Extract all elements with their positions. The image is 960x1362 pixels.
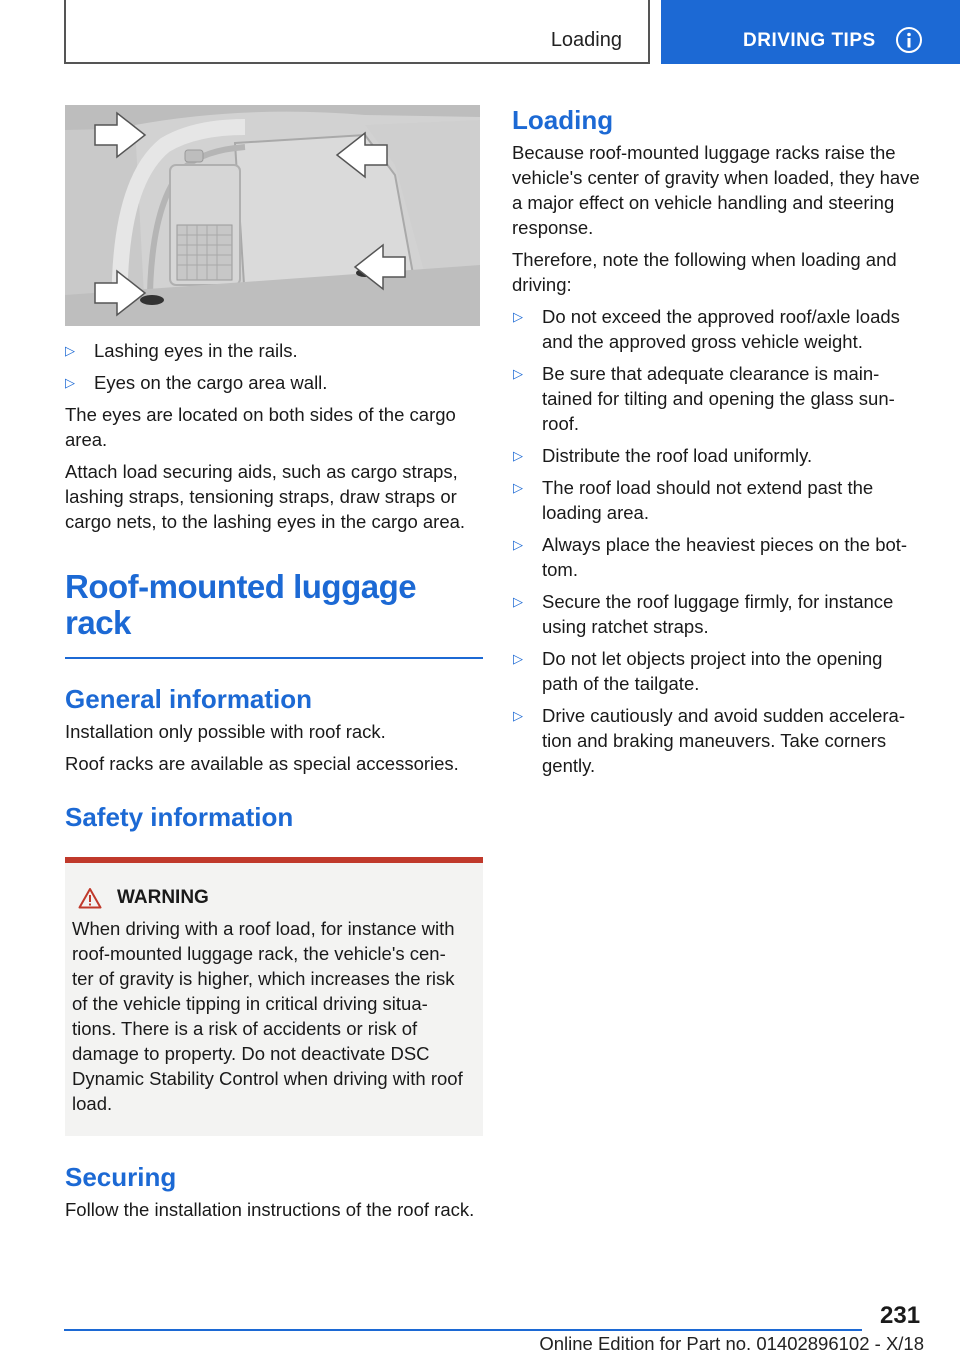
list-item [65,338,483,363]
bullet-icon: ▷ [513,594,523,609]
warning-triangle-icon [78,887,102,909]
bullet-icon: ▷ [513,651,523,666]
footer-edition: Online Edition for Part no. 01402896102 - X/18 [539,1333,924,1354]
paragraph-securing: Follow the installation instructions of the roof rack. [65,1199,475,1220]
list-item-text: The roof load should not extend past the loading area. [542,477,874,523]
list-item [512,532,922,582]
warning-label: WARNING [117,887,209,908]
list-item [65,370,483,395]
header-section-title: Loading [550,29,622,51]
list-item [512,589,922,639]
bullet-icon: ▷ [513,448,523,463]
list-item-text: Secure the roof luggage firmly, for instance using ratchet straps. [542,591,894,637]
cargo-area-illustration [65,105,480,326]
header-chapter-title: DRIVING TIPS [743,30,876,51]
paragraph-note-following: Therefore, note the following when loading and driving: [512,249,897,295]
paragraph-attach-aids: Attach load securing aids, such as cargo straps, lashing straps, tensioning straps, draw straps or cargo nets, to the lashing eyes in the cargo area. [65,461,466,532]
bullet-icon: ▷ [513,309,523,324]
warning-text: When driving with a roof load, for instance with roof-mounted luggage rack, the vehicle's cen-ter of gravity is higher, which increases the risk of the vehicle tipping in critical driving situa-tions. There is a risk of accidents or risk of damage to property. Do not deactivate DSC Dynamic Stability Control when driving with roof load. [72,918,463,1114]
page-number: 231 [880,1302,921,1329]
bullet-icon: ▷ [65,343,75,358]
section-heading-roof-rack: Roof-mounted luggage rack [65,568,417,641]
subheading-general-information: General information [65,684,313,714]
list-item [512,361,922,436]
list-item [512,304,922,354]
list-item [512,703,922,778]
footer-divider [64,1329,862,1331]
bullet-icon: ▷ [513,708,523,723]
list-item-text: Drive cautiously and avoid sudden accelera-tion and braking maneuvers. Take corners gently. [542,705,906,776]
info-icon [895,26,923,54]
list-item-text: Lashing eyes in the rails. [94,340,298,361]
heading-divider [65,657,483,659]
header-section-box [64,0,650,64]
paragraph-center-of-gravity: Because roof-mounted luggage racks raise the vehicle's center of gravity when loaded, they have a major effect on vehicle handling and steering response. [512,142,920,238]
list-item-text: Be sure that adequate clearance is main-tained for tilting and opening the glass sun-roof. [542,363,895,434]
list-item-text: Always place the heaviest pieces on the bot-tom. [542,534,908,580]
warning-header [72,885,467,910]
paragraph-eyes-location: The eyes are located on both sides of the cargo area. [65,404,456,450]
subheading-securing: Securing [65,1162,177,1192]
bullet-icon: ▷ [513,537,523,552]
bullet-icon: ▷ [513,366,523,381]
paragraph-accessories: Roof racks are available as special accessories. [65,753,459,774]
subheading-safety-information: Safety information [65,802,294,832]
left-column [65,338,483,1229]
bullet-icon: ▷ [65,375,75,390]
paragraph-installation: Installation only possible with roof rack. [65,721,386,742]
list-item-text: Eyes on the cargo area wall. [94,372,328,393]
subheading-loading: Loading [512,105,614,135]
header-chapter-box [661,0,960,64]
warning-box [65,857,483,1136]
list-item [512,443,922,468]
list-item-text: Do not exceed the approved roof/axle loads and the approved gross vehicle weight. [542,306,900,352]
right-column [512,104,922,785]
list-item [512,475,922,525]
list-item-text: Distribute the roof load uniformly. [542,445,813,466]
bullet-icon: ▷ [513,480,523,495]
list-item [512,646,922,696]
list-item-text: Do not let objects project into the opening path of the tailgate. [542,648,883,694]
